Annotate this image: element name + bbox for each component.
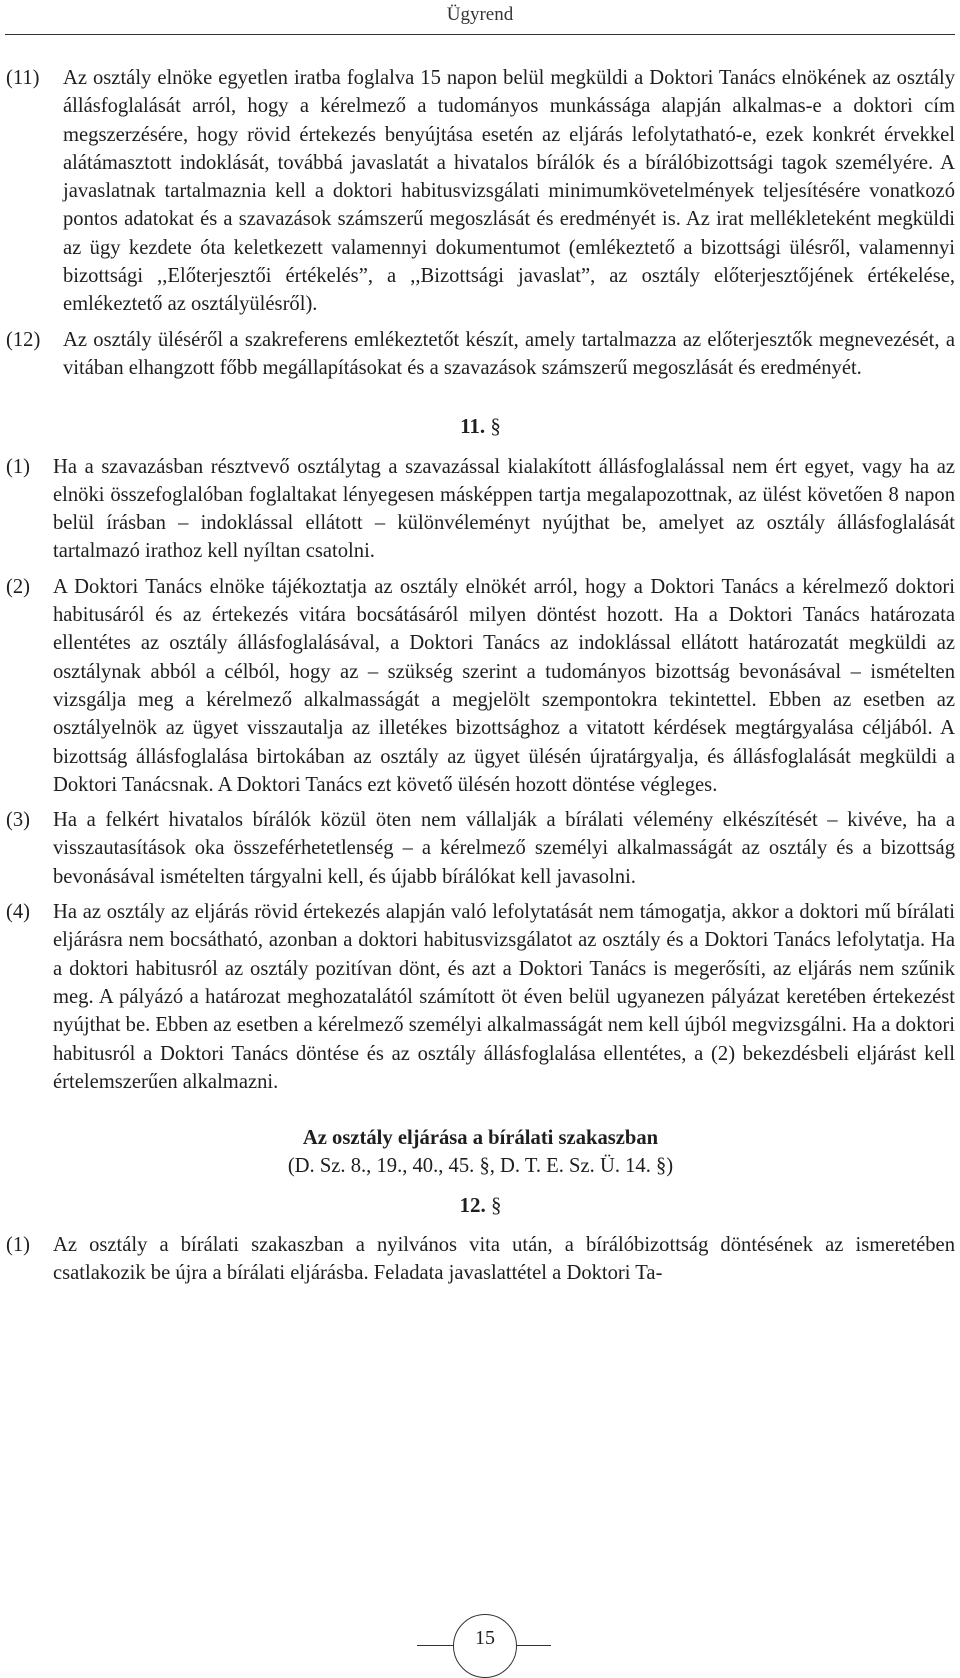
document-body [6,64,955,1295]
section-sign: § [491,1192,502,1217]
paragraph-text: Ha a szavazásban résztvevő osztálytag a szavazással kialakított állásfoglalással nem ért egyet, vagy ha az elnöki összefoglalóban foglaltakat lényegesen másképpen tartja megalapozottnak, az ülést követően 8 napon belül írásban – indoklással ellátott – különvéleményt nyújthat be, amelyet az osztály állásfoglalását tartalmazó irathoz kell nyíltan csatolni. [53,455,955,563]
paragraph-number: (3) [6,809,31,832]
paragraph-text: A Doktori Tanács elnöke tájékoztatja az osztály elnökét arról, hogy a Doktori Tanács a kérelmező doktori habitusáról és az értekezés vitára bocsátásáról milyen döntést hozott. Ha a Doktori Tanács határozata ellentétes az osztály állásfoglalásával, a Doktori Tanács az indoklással ellátott határozatát megküldi az osztálynak abból a célból, hogy az – szükség szerint a tudományos bizottság bevonásával – ismételten vizsgálja meg a kérelmező alkalmasságát a megjelölt szempontokra tekintettel. Ebben az esetben az osztályelnök az ügyet visszautalja az illetékes bizottsághoz a vitatott kérdések megtárgyalása céljából. A bizottság állásfoglalása birtokában az osztály az ügyet ülésén újratárgyalja, és állásfoglalását megküldi a Doktori Tanácsnak. A Doktori Tanács ezt követő ülésén hozott döntése végleges. [53,575,955,796]
paragraph-text: Az osztály üléséről a szakreferens emlékeztetőt készít, amely tartalmazza az előterjesztők megnevezését, a vitában elhangzott főbb megállapításokat és a szavazások számszerű megoszlását és eredményét. [63,328,955,379]
paragraph-number: (12) [6,328,41,351]
running-header-title: Ügyrend [446,4,514,25]
paragraph-text: Az osztály elnöke egyetlen iratba foglalva 15 napon belül megküldi a Doktori Tanács elnökének az osztály állásfoglalását arról, hogy a kérelmező a tudományos munkássága alapján alkalmas-e a doktori cím megszerzésére, hogy rövid értekezés benyújtása esetén az eljárás lefolytatható-e, ezek konkrét érvekkel alátámasztott indoklását, továbbá javaslatát a hivatalos bírálók és a bírálóbizottsági tagok személyére. A javaslatnak tartalmaznia kell a doktori habitusvizsgálati minimumkövetelmények teljesítésére vonatkozó pontos adatokat és a szavazások számszerű megoszlását és eredményét is. Az irat mellékleteként megküldi az ügy kezdete óta keletkezett valamennyi dokumentumot (emlékeztető a bizottsági ülésről, valamennyi bizottsági ,,Előterjesztői értékelés”, a ,,Bizottsági javaslat”, az osztály előterjesztőjének értékelése, emlékeztető az osztályülésről). [63,67,955,316]
paragraph-number: (2) [6,575,31,598]
paragraph-number: (1) [6,1233,31,1256]
paragraph-11-12 [6,326,955,383]
paragraph-text: Ha az osztály az eljárás rövid értekezés alapján való lefolytatását nem támogatja, akkor a doktori mű bírálati eljárásra nem bocsátható, azonban a doktori habitusvizsgálatot az osztály és a Doktori Tanács lefolytatja. Ha a doktori habitusról az osztály pozitívan dönt, és azt a Doktori Tanács is megerősíti, az eljárás nem szűnik meg. A pályázó a határozat meghozatalától számított öt éven belül ugyanezen pályázat keretében értekezést nyújthat be. Ebben az esetben a kérelmező személyi alkalmasságát nem kell újból megvizsgálni. Ha a doktori habitusról a Doktori Tanács döntése és az osztály állásfoglalása ellentétes, a (2) bekezdésbeli eljárást kell értelemszerűen alkalmazni. [53,901,955,1093]
subsection-reference: (D. Sz. 8., 19., 40., 45. §, D. T. E. Sz. Ü. 14. §) [287,1155,674,1178]
page-header [0,0,960,36]
paragraph-number: (11) [6,67,40,89]
section-number: 12. [459,1192,486,1217]
paragraph-3 [6,806,955,891]
paragraph-2 [6,573,955,799]
page-footer [0,1612,960,1658]
section-heading-12 [6,1191,955,1219]
section-sign: § [490,414,501,439]
page-number: 15 [475,1627,495,1649]
section-number: 11. [460,414,486,439]
paragraph-1 [6,453,955,566]
subsection-title: Az osztály eljárása a bírálati szakaszban [302,1127,659,1150]
paragraph-text: Ha a felkért hivatalos bírálók közül öten nem vállalják a bírálati vélemény elkészítését – kivéve, ha a visszautasítások oka összeférhetetlenség – a kérelmező személyi alkalmasságát az osztály és a bizottság bevonásával ismételten tárgyalni kell, és újabb bírálókat kell javasolni. [53,809,955,888]
paragraph-12-1 [6,1231,955,1288]
paragraph-4 [6,898,955,1096]
paragraph-11-11 [6,64,955,319]
paragraph-number: (1) [6,455,31,478]
header-divider [5,34,955,35]
paragraph-text: Az osztály a bírálati szakaszban a nyilvános vita után, a bírálóbizottság döntésének az ismeretében csatlakozik be újra a bírálati eljárásba. Feladata javaslattétel a Doktori Ta- [53,1233,955,1285]
paragraph-number: (4) [6,901,31,924]
section-heading-11 [6,412,955,440]
